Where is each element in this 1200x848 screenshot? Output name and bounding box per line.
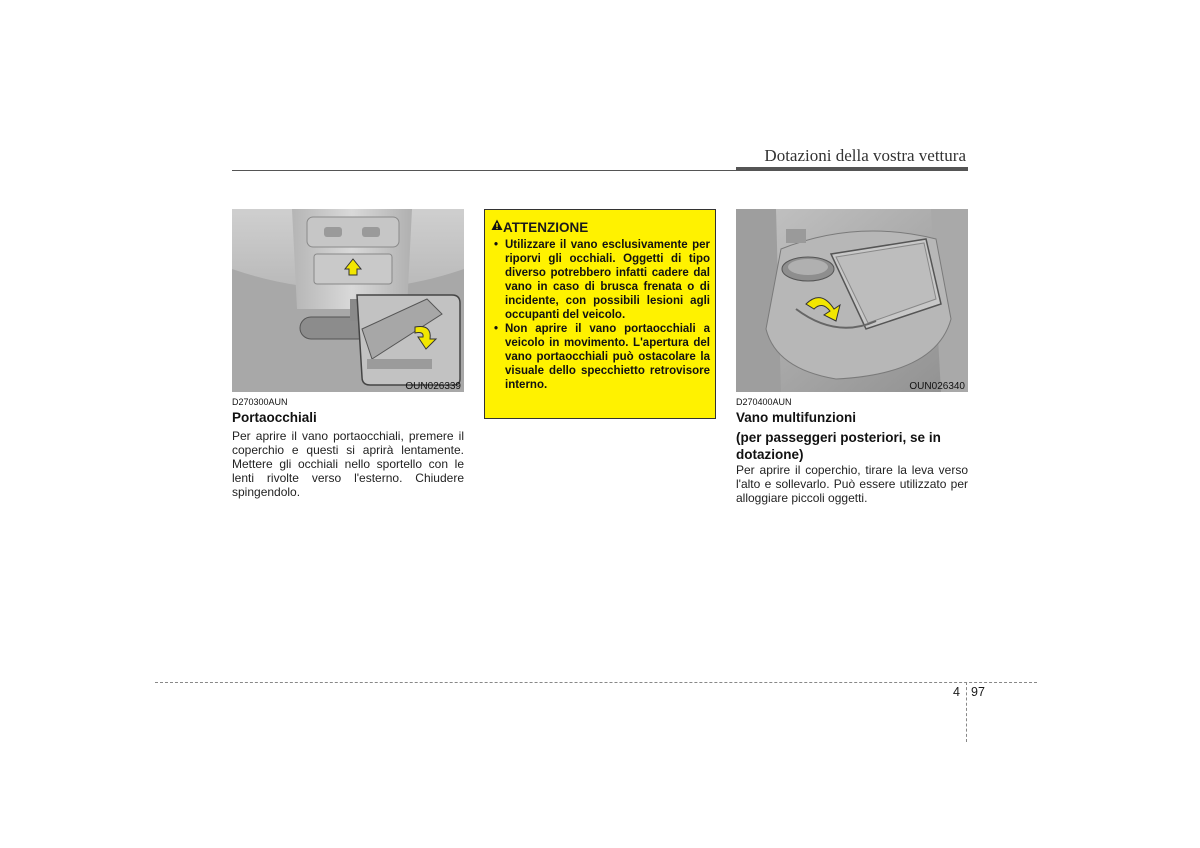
warning-box: [484, 209, 716, 419]
warning-item-text: Non aprire il vano portaocchiali a veicolo in movimento. L'apertura del vano portaocchiali può ostacolare la visuale dello specchietto retrovisore interno.: [505, 323, 710, 391]
bullet: •: [494, 323, 499, 335]
page-number: 97: [971, 685, 985, 699]
warning-list: [492, 238, 710, 392]
section-code-right: D270400AUN: [736, 397, 792, 407]
figure-code-right: OUN026340: [909, 381, 965, 392]
warning-item: [492, 238, 710, 322]
warning-heading: ATTENZIONE: [503, 220, 589, 235]
section-subtitle-right: (per passeggeri posteriori, se in dotazione): [736, 430, 941, 462]
sunglass-holder-illustration: [232, 209, 464, 392]
bullet: •: [494, 239, 499, 251]
warning-triangle-icon: [491, 219, 503, 231]
section-body-right: Per aprire il coperchio, tirare la leva verso l'alto e sollevarlo. Può essere utilizzato per alloggiare piccoli oggetti.: [736, 463, 968, 505]
section-title-left: Portaocchiali: [232, 410, 317, 425]
footer-rule: [155, 682, 1037, 683]
section-code-left: D270300AUN: [232, 397, 288, 407]
section-title-right: Vano multifunzioni: [736, 410, 856, 425]
header-rule-thick: [736, 167, 968, 171]
page-header-title: Dotazioni della vostra vettura: [764, 146, 966, 165]
section-body-left: Per aprire il vano portaocchiali, premere il coperchio e questi si aprirà lentamente. Mettere gli occhiali nello sportello con le lenti rivolte verso l'esterno. Chiudere spingendolo.: [232, 429, 464, 499]
multifunction-compartment-illustration: [736, 209, 968, 392]
warning-item: [492, 322, 710, 392]
footer-divider: [966, 682, 967, 742]
chapter-number: 4: [953, 685, 960, 699]
figure-code-left: OUN026339: [405, 381, 461, 392]
warning-item-text: Utilizzare il vano esclusivamente per riporvi gli occhiali. Oggetti di tipo diverso potrebbero infatti cadere dal vano in caso di brusca frenata o di incidente, con possibili lesioni agli occupanti del veicolo.: [505, 239, 710, 321]
